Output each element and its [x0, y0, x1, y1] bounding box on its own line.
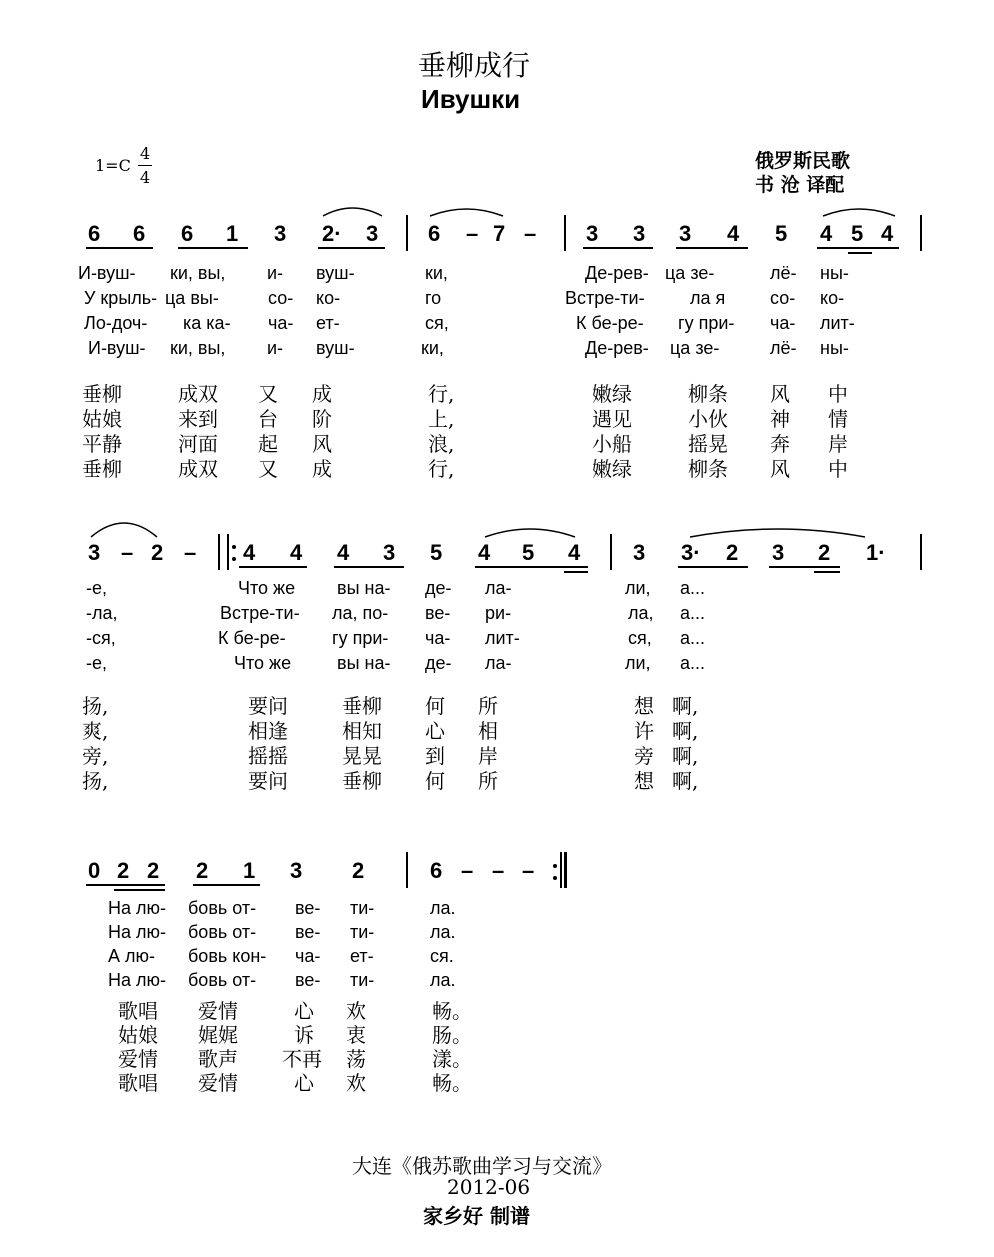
note: 4	[337, 540, 350, 565]
repeat-dot	[553, 876, 557, 880]
time-signature-bottom: 4	[140, 168, 151, 187]
lyric-russian: ча-	[425, 628, 451, 648]
lyric-chinese: 柳条	[688, 382, 728, 406]
lyric-russian: К бе-ре-	[576, 313, 644, 333]
lyric-chinese: 歌唱	[118, 1071, 158, 1095]
lyric-chinese: 阶	[312, 407, 332, 431]
lyric-russian: Ло-доч-	[84, 313, 148, 333]
lyric-russian: лит-	[485, 628, 520, 648]
note: 6	[88, 221, 101, 246]
note: 4	[820, 221, 833, 246]
lyric-russian: го	[425, 288, 442, 308]
lyric-chinese: 要问	[248, 694, 288, 718]
repeat-dot	[553, 864, 557, 868]
lyric-chinese: 漾。	[432, 1047, 472, 1071]
note: 6	[430, 858, 443, 883]
lyric-chinese: 想	[634, 694, 654, 718]
slur	[485, 529, 575, 537]
lyric-chinese: 遇见	[592, 407, 632, 431]
lyric-chinese: 垂柳	[342, 694, 382, 718]
lyric-chinese: 扬,	[82, 694, 109, 718]
note: 1	[243, 858, 256, 883]
lyric-chinese: 娓娓	[198, 1023, 238, 1047]
lyric-chinese: 晃晃	[342, 744, 382, 768]
lyric-chinese: 相	[478, 719, 498, 743]
lyric-russian: бовь от-	[188, 898, 257, 918]
lyric-russian: Встре-ти-	[220, 603, 300, 623]
note: 2·	[322, 221, 342, 246]
note: 4	[290, 540, 303, 565]
lyric-russian: Де-рев-	[585, 263, 649, 283]
lyric-russian: вы на-	[337, 653, 391, 673]
lyric-chinese: 爱情	[118, 1047, 158, 1071]
lyric-russian: На лю-	[108, 898, 167, 918]
lyric-chinese: 上,	[428, 407, 455, 431]
lyric-russian: ла.	[430, 898, 456, 918]
note: 1	[226, 221, 239, 246]
lyric-russian: ла-	[485, 653, 512, 673]
lyric-russian: -ла,	[86, 603, 118, 623]
lyric-chinese: 爱情	[198, 999, 238, 1023]
lyric-russian: ве-	[295, 922, 321, 942]
lyric-russian: ет-	[316, 313, 340, 333]
lyric-chinese: 柳条	[688, 457, 728, 481]
lyric-chinese: 相知	[342, 719, 382, 743]
lyric-chinese: 中	[828, 457, 848, 481]
note: 3	[586, 221, 599, 246]
lyric-russian: де-	[425, 653, 452, 673]
lyric-chinese: 旁,	[82, 744, 109, 768]
lyric-russian: со-	[268, 288, 294, 308]
lyric-russian: ла-	[485, 578, 512, 598]
note: 3	[679, 221, 692, 246]
lyric-russian: а...	[680, 628, 706, 648]
key-signature: 1=C	[95, 156, 131, 175]
lyric-chinese: 河面	[178, 432, 218, 456]
lyric-russian: вы на-	[337, 578, 391, 598]
lyric-russian: ся,	[425, 313, 449, 333]
lyric-chinese: 行,	[428, 382, 455, 406]
lyric-chinese: 欢	[346, 1071, 366, 1095]
bar-line	[406, 852, 408, 888]
note: 3	[290, 858, 303, 883]
lyric-russian: ки,	[425, 263, 448, 283]
note: 4	[568, 540, 581, 565]
lyric-chinese: 嫩绿	[592, 457, 632, 481]
note: 0	[88, 858, 101, 883]
lyric-chinese: 摇摇	[248, 744, 288, 768]
lyric-russian: лё-	[770, 338, 797, 358]
note: 2	[352, 858, 365, 883]
lyric-russian: лит-	[820, 313, 855, 333]
lyric-russian: ли,	[625, 578, 651, 598]
lyric-chinese: 岸	[478, 744, 498, 768]
lyric-chinese: 垂柳	[82, 457, 122, 481]
lyric-russian: ко-	[316, 288, 341, 308]
lyric-russian: а...	[680, 578, 706, 598]
credit-origin: 俄罗斯民歌	[755, 150, 851, 172]
lyric-russian: ны-	[820, 338, 849, 358]
note: 5	[430, 540, 443, 565]
footer-source: 大连《俄苏歌曲学习与交流》	[352, 1154, 612, 1178]
lyric-chinese: 啊,	[672, 769, 699, 793]
note: 3	[383, 540, 396, 565]
lyric-chinese: 扬,	[82, 769, 109, 793]
slur	[91, 523, 157, 537]
lyric-russian: ки, вы,	[170, 338, 226, 358]
lyric-chinese: 何	[425, 769, 445, 793]
lyric-russian: а...	[680, 653, 706, 673]
lyric-russian: гу при-	[678, 313, 735, 333]
lyric-russian: ве-	[295, 970, 321, 990]
lyric-chinese: 畅。	[432, 999, 472, 1023]
lyric-russian: ри-	[485, 603, 512, 623]
lyric-russian: У крыль-	[84, 288, 158, 308]
lyric-russian: ти-	[350, 970, 375, 990]
lyric-russian: И-вуш-	[78, 263, 136, 283]
lyric-chinese: 成双	[178, 457, 218, 481]
lyric-russian: ца вы-	[165, 288, 219, 308]
lyric-chinese: 岸	[828, 432, 848, 456]
lyric-russian: -ся,	[86, 628, 116, 648]
lyric-chinese: 中	[828, 382, 848, 406]
lyric-russian: ся,	[628, 628, 652, 648]
lyric-russian: де-	[425, 578, 452, 598]
lyric-russian: а...	[680, 603, 706, 623]
lyric-chinese: 要问	[248, 769, 288, 793]
lyric-russian: ла,	[628, 603, 654, 623]
slur	[690, 529, 865, 537]
lyric-russian: ве-	[295, 898, 321, 918]
note: 5	[522, 540, 535, 565]
lyric-chinese: 啊,	[672, 719, 699, 743]
lyric-russian: и-	[267, 338, 284, 358]
lyric-chinese: 所	[478, 769, 498, 793]
lyric-chinese: 行,	[428, 457, 455, 481]
lyric-chinese: 啊,	[672, 694, 699, 718]
lyric-russian: ча-	[295, 946, 321, 966]
lyric-chinese: 歌唱	[118, 999, 158, 1023]
lyric-chinese: 成	[312, 457, 332, 481]
note: –	[184, 540, 197, 565]
lyric-chinese: 风	[312, 432, 332, 456]
song-title-russian: Ивушки	[421, 84, 521, 114]
lyric-russian: ча-	[770, 313, 796, 333]
lyric-chinese: 心	[425, 719, 445, 743]
lyric-russian: -е,	[86, 653, 108, 673]
bar-line	[560, 852, 562, 888]
lyric-chinese: 浪,	[428, 432, 455, 456]
lyric-chinese: 姑娘	[82, 407, 122, 431]
lyric-russian: ла я	[690, 288, 726, 308]
lyric-chinese: 心	[294, 1071, 314, 1095]
note: 3	[274, 221, 287, 246]
lyric-chinese: 垂柳	[82, 382, 122, 406]
lyric-chinese: 情	[828, 407, 848, 431]
lyric-russian: ца зе-	[665, 263, 715, 283]
note: 3·	[681, 540, 701, 565]
lyric-chinese: 小船	[592, 432, 632, 456]
lyric-chinese: 台	[258, 407, 278, 431]
note: 2	[117, 858, 130, 883]
lyric-russian: К бе-ре-	[218, 628, 286, 648]
note: 3	[772, 540, 785, 565]
lyric-russian: Встре-ти-	[565, 288, 645, 308]
lyric-russian: А лю-	[108, 946, 156, 966]
note: 4	[243, 540, 256, 565]
lyric-chinese: 又	[258, 457, 278, 481]
lyric-chinese: 成	[312, 382, 332, 406]
lyric-chinese: 爽,	[82, 719, 109, 743]
lyric-chinese: 肠。	[432, 1023, 472, 1047]
lyric-russian: ся.	[430, 946, 454, 966]
note: 2	[818, 540, 831, 565]
beat-underline	[114, 889, 165, 891]
lyric-chinese: 爱情	[198, 1071, 238, 1095]
note: 3	[633, 221, 646, 246]
lyric-chinese: 成双	[178, 382, 218, 406]
lyric-chinese: 到	[425, 744, 445, 768]
footer-date: 2012-06	[447, 1175, 531, 1199]
lyric-chinese: 所	[478, 694, 498, 718]
note: –	[492, 858, 505, 883]
lyric-chinese: 啊,	[672, 744, 699, 768]
lyric-chinese: 想	[634, 769, 654, 793]
lyric-chinese: 畅。	[432, 1071, 472, 1095]
lyric-russian: ки,	[421, 338, 444, 358]
note: 6	[428, 221, 441, 246]
lyric-russian: ли,	[625, 653, 651, 673]
song-title: 垂柳成行	[418, 49, 531, 82]
lyric-russian: и-	[267, 263, 284, 283]
lyric-chinese: 何	[425, 694, 445, 718]
lyric-russian: ка ка-	[183, 313, 231, 333]
lyric-russian: ча-	[268, 313, 294, 333]
lyric-russian: ве-	[425, 603, 451, 623]
beat-underline	[86, 884, 165, 886]
lyric-russian: Что же	[238, 578, 296, 598]
note: 2	[147, 858, 160, 883]
note: 4	[881, 221, 894, 246]
lyric-russian: На лю-	[108, 922, 167, 942]
note: 4	[478, 540, 491, 565]
lyric-chinese: 许	[634, 719, 654, 743]
lyric-chinese: 奔	[770, 432, 790, 456]
lyric-russian: И-вуш-	[88, 338, 146, 358]
note: 3	[633, 540, 646, 565]
note: 7	[493, 221, 506, 246]
lyric-chinese: 风	[770, 382, 790, 406]
note: 3	[366, 221, 379, 246]
lyric-russian: На лю-	[108, 970, 167, 990]
lyric-russian: ки, вы,	[170, 263, 226, 283]
note: 2	[726, 540, 739, 565]
lyric-chinese: 垂柳	[342, 769, 382, 793]
lyric-russian: бовь кон-	[188, 946, 267, 966]
lyric-chinese: 心	[294, 999, 314, 1023]
lyric-chinese: 风	[770, 457, 790, 481]
lyric-russian: ла.	[430, 922, 456, 942]
lyric-russian: бовь от-	[188, 922, 257, 942]
lyric-russian: ца зе-	[670, 338, 720, 358]
note: 1·	[866, 540, 886, 565]
bar-line	[564, 852, 567, 888]
lyric-russian: ти-	[350, 898, 375, 918]
note: 2	[151, 540, 164, 565]
lyric-russian: ны-	[820, 263, 849, 283]
note: –	[522, 858, 535, 883]
lyric-chinese: 旁	[634, 744, 654, 768]
lyric-chinese: 摇晃	[688, 432, 728, 456]
lyric-chinese: 荡	[346, 1047, 366, 1071]
lyric-chinese: 神	[770, 407, 790, 431]
footer-maker: 家乡好 制谱	[423, 1204, 530, 1228]
lyric-russian: со-	[770, 288, 796, 308]
credit-translator: 书 沧 译配	[755, 174, 845, 196]
lyric-chinese: 相逢	[248, 719, 288, 743]
lyric-chinese: 又	[258, 382, 278, 406]
lyric-russian: ла.	[430, 970, 456, 990]
lyric-russian: ти-	[350, 922, 375, 942]
lyric-russian: гу при-	[332, 628, 389, 648]
note: –	[121, 540, 134, 565]
lyric-russian: -е,	[86, 578, 108, 598]
lyric-chinese: 欢	[346, 999, 366, 1023]
note: 5	[775, 221, 788, 246]
lyric-chinese: 起	[258, 432, 278, 456]
lyric-russian: ко-	[820, 288, 845, 308]
note: 6	[181, 221, 194, 246]
lyric-russian: вуш-	[316, 338, 355, 358]
lyric-russian: лё-	[770, 263, 797, 283]
lyric-chinese: 姑娘	[118, 1023, 158, 1047]
lyric-russian: Что же	[234, 653, 292, 673]
lyric-chinese: 来到	[178, 407, 218, 431]
note: 5	[851, 221, 864, 246]
lyric-russian: ла, по-	[332, 603, 389, 623]
note: –	[461, 858, 474, 883]
lyric-russian: вуш-	[316, 263, 355, 283]
lyric-chinese: 歌声	[198, 1047, 238, 1071]
lyric-russian: бовь от-	[188, 970, 257, 990]
note: 2	[196, 858, 209, 883]
note: 4	[727, 221, 740, 246]
lyric-chinese: 小伙	[688, 407, 728, 431]
note: –	[466, 221, 479, 246]
lyric-chinese: 诉	[294, 1023, 314, 1047]
lyric-chinese: 嫩绿	[592, 382, 632, 406]
note: 3	[88, 540, 101, 565]
note: 6	[133, 221, 146, 246]
beat-underline	[193, 884, 260, 886]
lyric-russian: ет-	[350, 946, 374, 966]
lyric-chinese: 平静	[82, 432, 122, 456]
lyric-chinese: 衷	[346, 1023, 366, 1047]
time-signature-top: 4	[140, 144, 151, 163]
lyric-chinese: 不再	[282, 1047, 322, 1071]
lyric-russian: Де-рев-	[585, 338, 649, 358]
note: –	[524, 221, 537, 246]
